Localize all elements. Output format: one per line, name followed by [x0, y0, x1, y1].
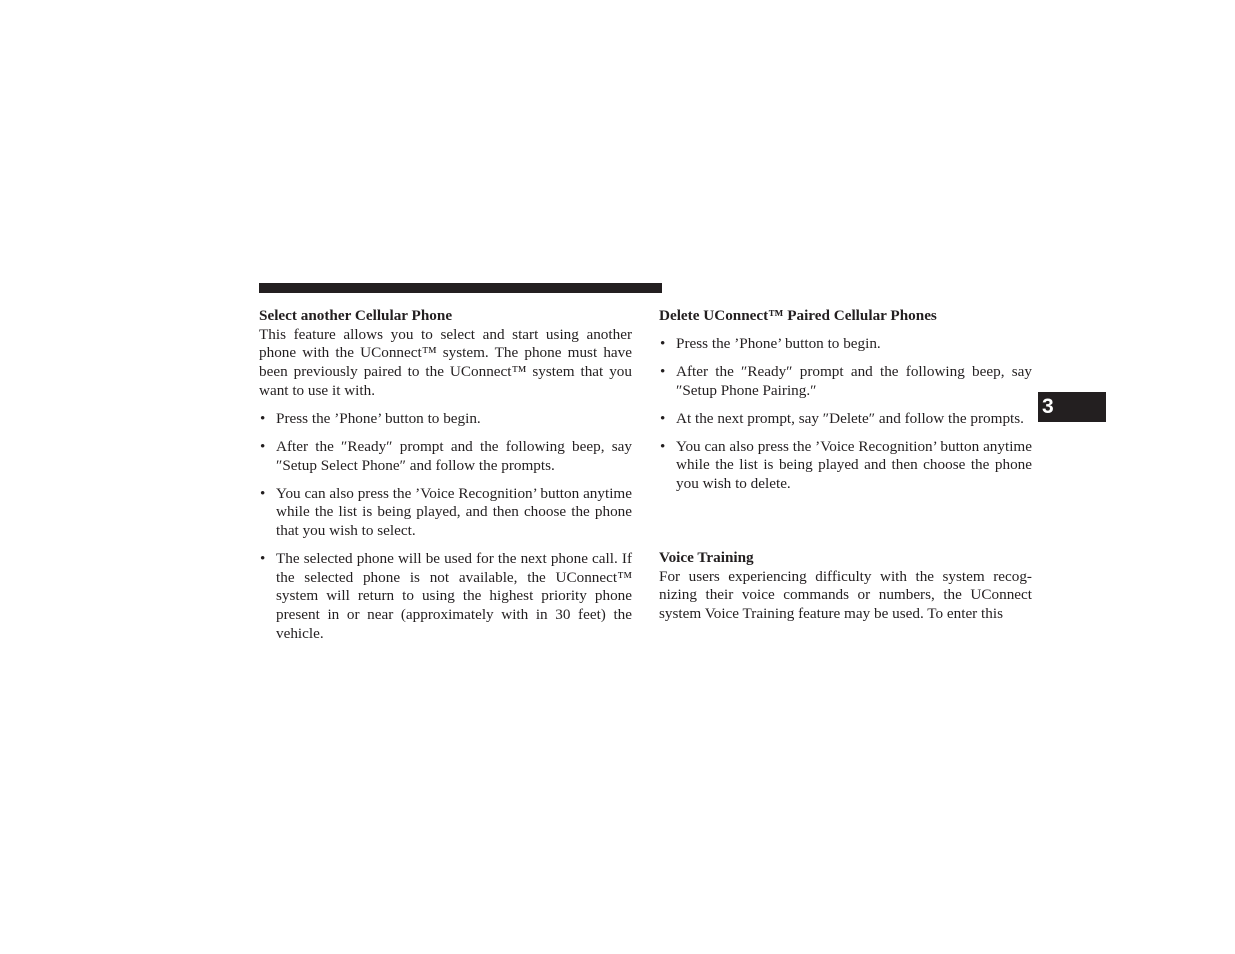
bullet-icon: •	[260, 549, 266, 567]
list-item	[659, 410, 1032, 429]
bullet-icon: •	[260, 437, 266, 455]
list-item-text: Press the ’Phone’ button to begin.	[676, 335, 881, 352]
list-item-text: At the next prompt, say ″Delete″ and follow the prompts.	[676, 409, 1024, 427]
list-item	[659, 438, 1032, 494]
bullet-icon: •	[660, 335, 666, 352]
list-item-text: After the ″Ready″ prompt and the following beep, say ″Setup Select Phone″ and follow the prompts.	[276, 437, 632, 474]
chapter-tab	[1038, 392, 1106, 422]
chapter-number: 3	[1042, 395, 1054, 418]
list-item	[259, 485, 632, 541]
bullet-icon: •	[260, 484, 266, 502]
delete-phones-steps	[659, 335, 1032, 494]
bullet-icon: •	[260, 409, 266, 427]
voice-training-heading: Voice Training	[659, 548, 754, 566]
list-item	[659, 363, 1032, 400]
list-item	[259, 410, 632, 429]
bullet-icon: •	[660, 363, 666, 380]
list-item-text: You can also press the ’Voice Recognition’ button anytime while the list is being played, and then choose the phone that you wish to select.	[276, 484, 632, 539]
select-phone-intro: This feature allows you to select and start using another phone with the UConnect™ system. The phone must have been previously paired to the UConnect™ system that you want to use it with.	[259, 325, 632, 399]
list-item-text: You can also press the ’Voice Recognition’ button anytime while the list is being played and then choose the phone you wish to delete.	[676, 437, 1032, 493]
right-column	[659, 307, 1032, 624]
list-item	[259, 438, 632, 475]
left-column	[259, 307, 632, 643]
list-item	[659, 335, 1032, 354]
section-rule	[259, 283, 662, 293]
list-item-text: Press the ’Phone’ button to begin.	[276, 409, 481, 427]
select-phone-steps	[259, 410, 632, 644]
list-item-text: The selected phone will be used for the next phone call. If the selected phone is not available, the UConnect™ system will return to using the highest priority phone present in or near (approximately with in 30 feet) the vehicle.	[276, 549, 632, 642]
delete-phones-heading: Delete UConnect™ Paired Cellular Phones	[659, 307, 937, 324]
list-item-text: After the ″Ready″ prompt and the following beep, say ″Setup Phone Pairing.″	[676, 363, 1032, 399]
voice-training-text: For users experiencing difficulty with the system recog- nizing their voice commands or numbers, the UConnect system Voice Training feature may be used. To enter this	[659, 567, 1032, 622]
list-item	[259, 550, 632, 644]
section-gap	[659, 494, 1032, 549]
bullet-icon: •	[660, 409, 666, 427]
select-phone-heading: Select another Cellular Phone	[259, 307, 453, 324]
bullet-icon: •	[660, 437, 666, 455]
